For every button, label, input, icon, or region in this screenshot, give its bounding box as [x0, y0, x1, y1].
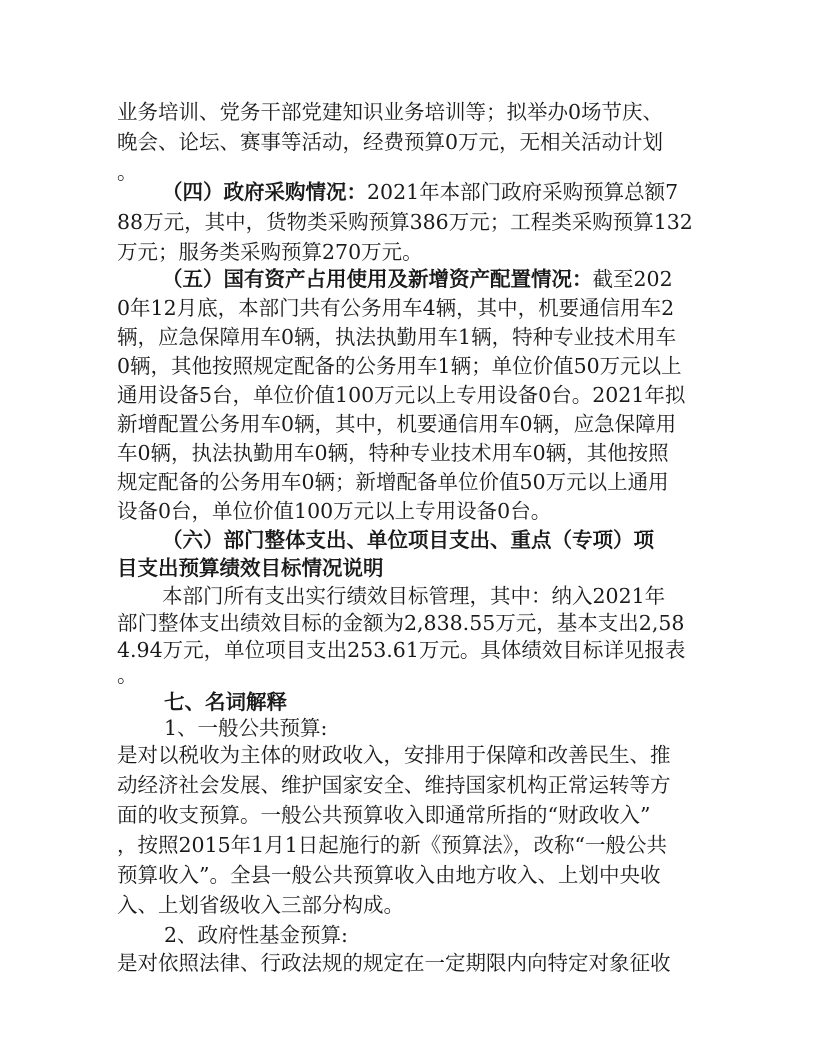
- text-line: 万元；服务类采购预算270万元。: [117, 240, 423, 264]
- heading-state-assets: （五）国有资产占用使用及新增资产配置情况：: [162, 267, 593, 291]
- text-line: 是对依照法律、行政法规的规定在一定期限内向特定对象征收: [117, 951, 671, 975]
- text-span: 2021年本部门政府采购预算总额7: [367, 180, 679, 204]
- text-line: 设备0台，单位价值100万元以上专用设备0台。: [117, 499, 552, 523]
- text-span: 截至202: [592, 267, 673, 291]
- text-line: 辆，应急保障用车0辆，执法执勤用车1辆，特种专业技术用车: [117, 325, 677, 349]
- heading-government-procurement: （四）政府采购情况：: [162, 180, 367, 204]
- text-line: 入、上划省级收入三部分构成。: [117, 893, 404, 917]
- text-line: 0辆，其他按照规定配备的公务用车1辆；单位价值50万元以上: [117, 354, 682, 378]
- heading-glossary: 七、名词解释: [164, 690, 287, 714]
- text-line: 预算收入”。全县一般公共预算收入由地方收入、上划中央收: [117, 863, 661, 887]
- text-line: 面的收支预算。一般公共预算收入即通常所指的“财政收入”: [117, 803, 651, 827]
- heading-performance-goals-cont: 目支出预算绩效目标情况说明: [117, 556, 384, 580]
- text-line: 新增配置公务用车0辆，其中，机要通信用车0辆，应急保障用: [117, 412, 677, 436]
- text-line: 0年12月底，本部门共有公务用车4辆，其中，机要通信用车2: [117, 296, 675, 320]
- text-line: 业务培训、党务干部党建知识业务培训等；拟举办0场节庆、: [117, 100, 664, 124]
- section-five-line: [162, 264, 673, 294]
- term-fund-budget: 2、政府性基金预算:: [164, 923, 348, 947]
- text-line: 动经济社会发展、维护国家安全、维持国家机构正常运转等方: [117, 773, 671, 797]
- text-line: 4.94万元，单位项目支出253.61万元。具体绩效目标详见报表: [117, 638, 686, 662]
- text-line: 部门整体支出绩效目标的金额为2,838.55万元，基本支出2,58: [117, 611, 685, 635]
- text-line: ，按照2015年1月1日起施行的新《预算法》，改称“一般公共: [117, 833, 667, 857]
- text-line: 88万元，其中，货物类采购预算386万元；工程类采购预算132: [117, 210, 693, 234]
- heading-performance-goals: （六）部门整体支出、单位项目支出、重点（专项）项: [162, 528, 654, 552]
- text-line: 。: [117, 663, 138, 687]
- text-line: 是对以税收为主体的财政收入，安排用于保障和改善民生、推: [117, 743, 671, 767]
- section-four-line: [162, 177, 678, 207]
- text-line: 车0辆，执法执勤用车0辆，特种专业技术用车0辆，其他按照: [117, 441, 669, 465]
- text-line: 本部门所有支出实行绩效目标管理，其中：纳入2021年: [162, 584, 666, 608]
- text-line: 规定配备的公务用车0辆；新增配备单位价值50万元以上通用: [117, 470, 669, 494]
- text-line: 。: [117, 160, 138, 184]
- text-line: 通用设备5台，单位价值100万元以上专用设备0台。2021年拟: [117, 383, 686, 407]
- text-line: 晚会、论坛、赛事等活动，经费预算0万元，无相关活动计划: [117, 130, 664, 154]
- term-general-budget: 1、一般公共预算:: [164, 716, 328, 740]
